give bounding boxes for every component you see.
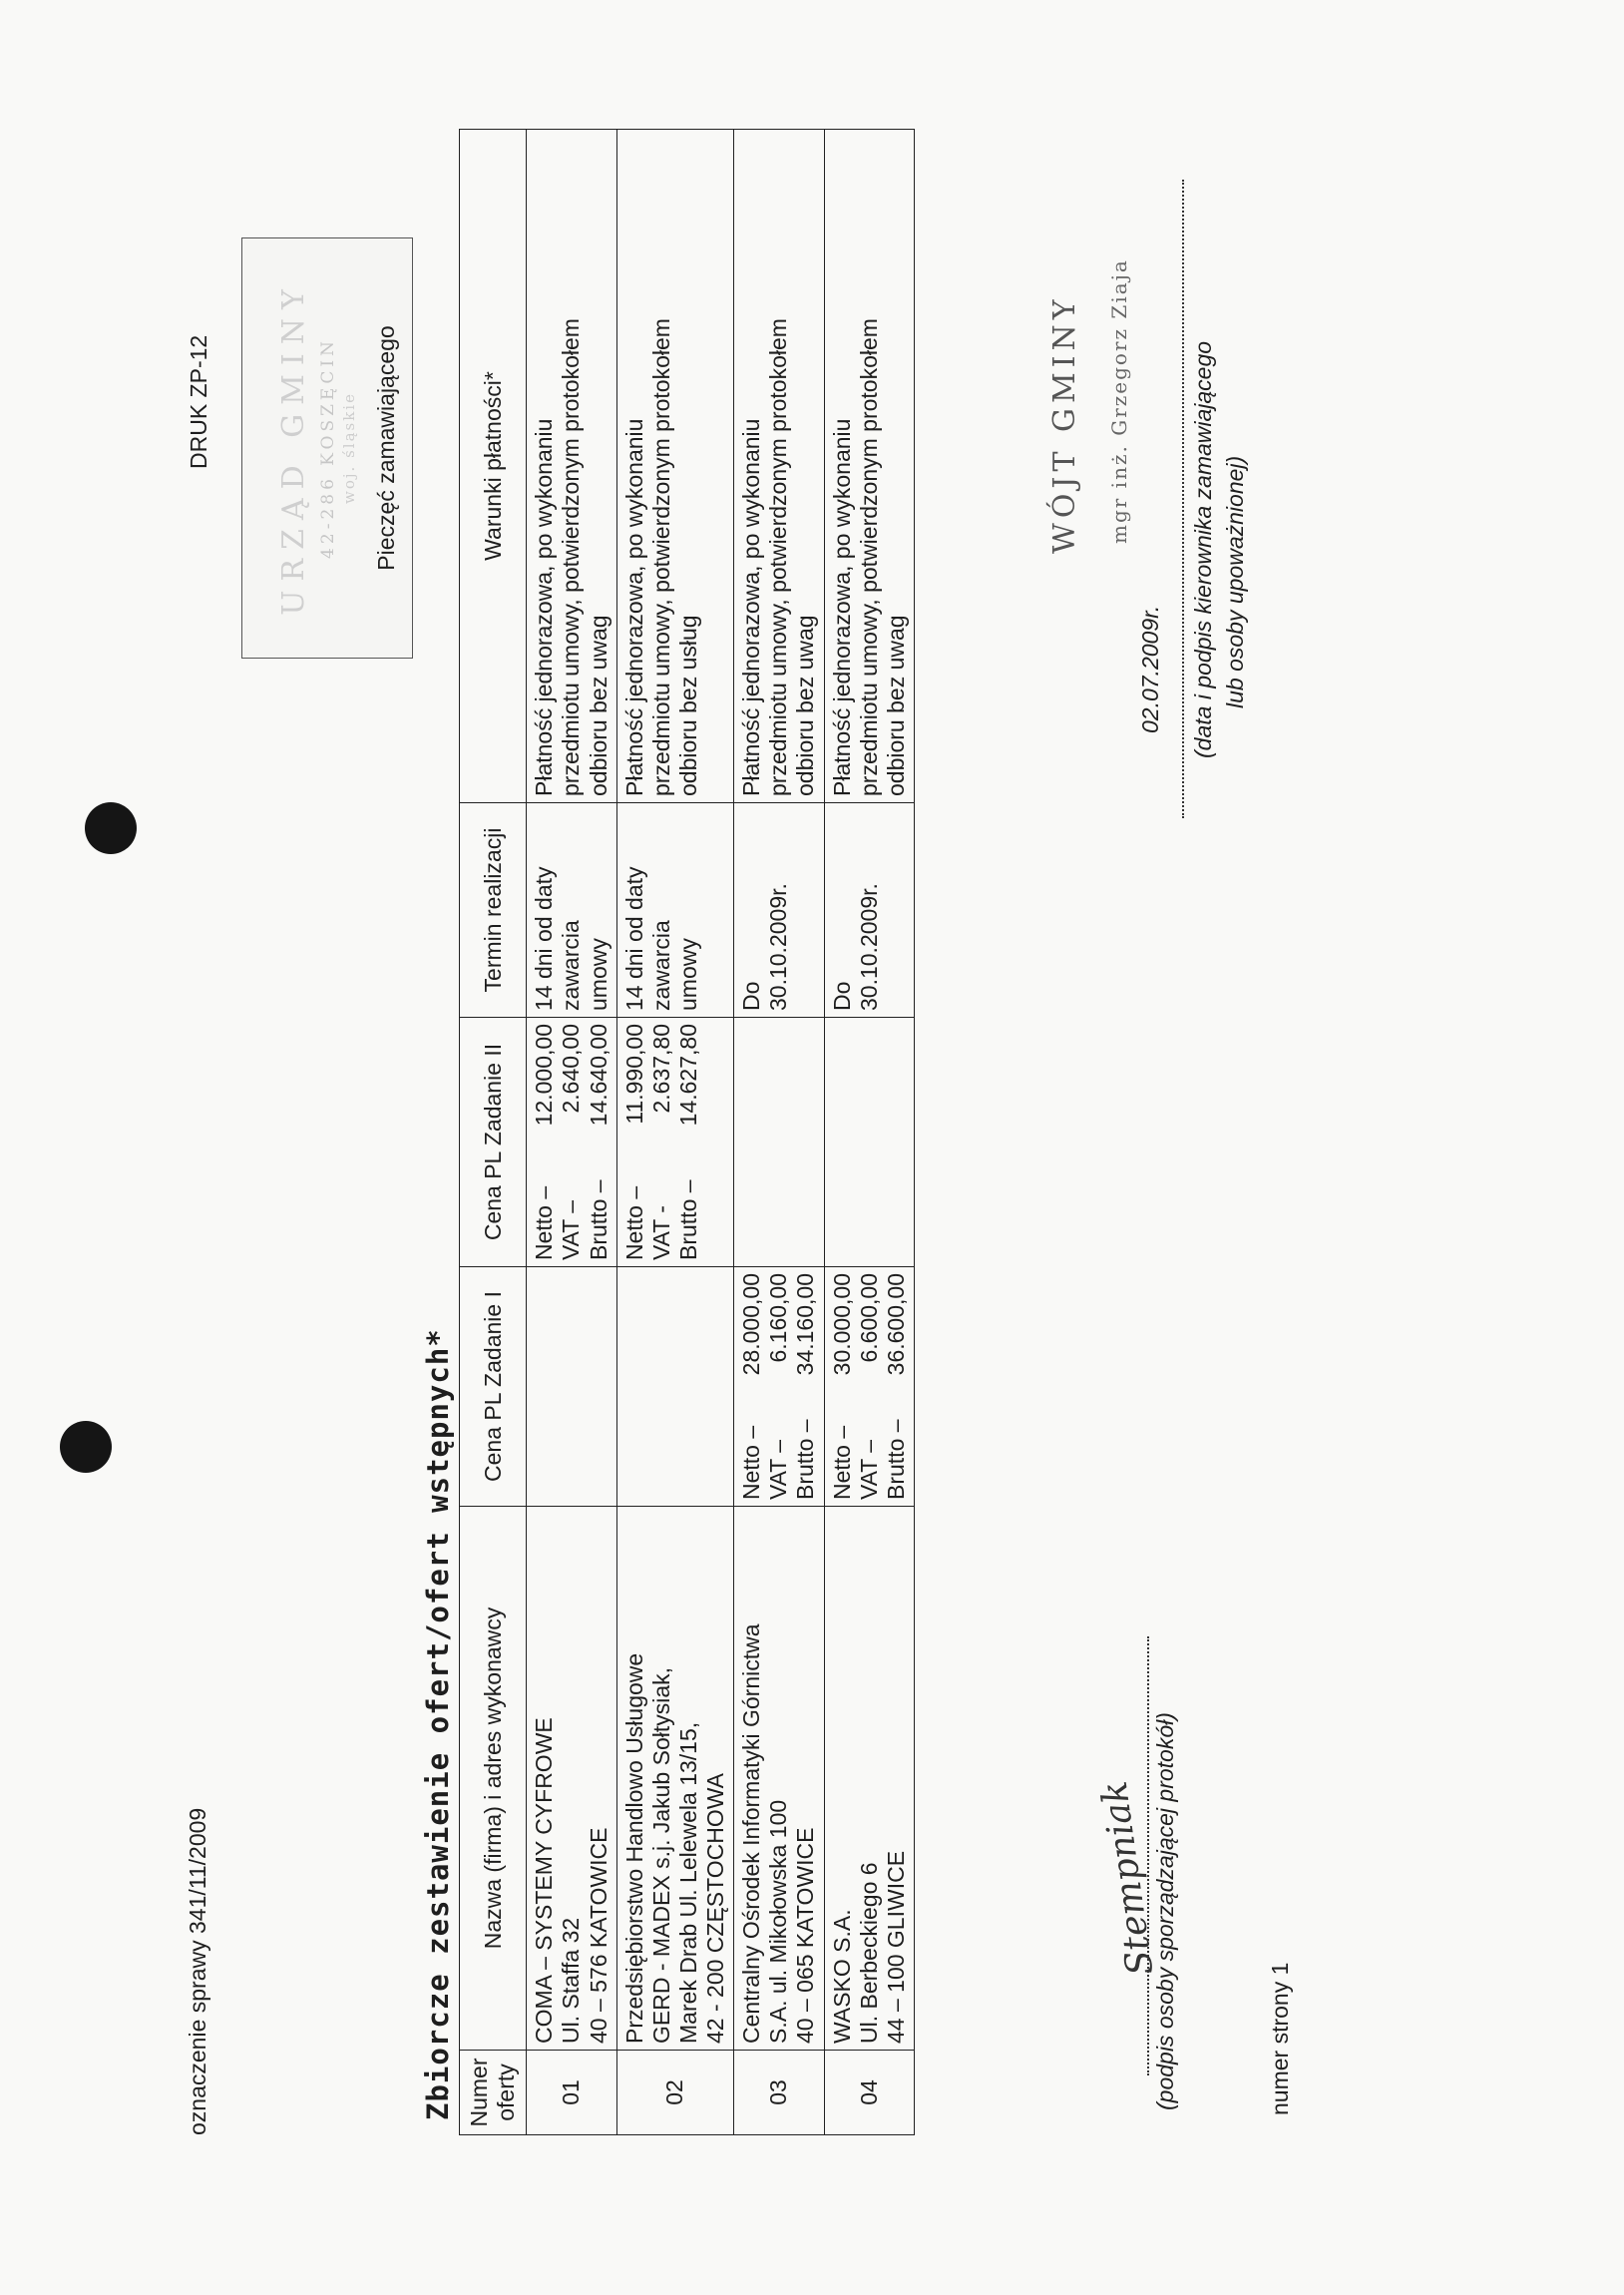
cell-payment <box>527 130 616 803</box>
price-value: 14.627,80 <box>674 1024 701 1127</box>
cell-price-task-2 <box>824 1018 914 1267</box>
price-label: Netto – <box>828 1425 855 1500</box>
cell-term <box>527 803 616 1018</box>
preparer-signature: Stempniak <box>1093 1778 1162 1978</box>
table-row <box>616 130 734 2135</box>
term-line: Do <box>828 981 855 1011</box>
cell-price-task-2 <box>734 1018 824 1267</box>
head-stamp-2: mgr inż. Grzegorz Ziaja <box>1107 258 1131 544</box>
term-line: 14 dni od daty <box>620 866 647 1011</box>
contractor-line: 44 – 100 GLIWICE <box>882 1850 909 2044</box>
case-number: oznaczenie sprawy 341/11/2009 <box>185 1807 210 2135</box>
approval-date: 02.07.2009r. <box>1137 605 1163 733</box>
contractor-line: 42 - 200 CZĘSTOCHOWA <box>702 1773 728 2044</box>
cell-offer-number: 04 <box>824 2051 914 2135</box>
payment-line: Płatność jednorazowa, po wykonaniu <box>828 418 855 796</box>
price-line <box>586 1024 612 1260</box>
price-value: 14.640,00 <box>585 1024 611 1127</box>
header-term: Termin realizacji <box>460 803 527 1018</box>
contractor-line: Ul. Berbeckiego 6 <box>855 1862 882 2044</box>
payment-line: przedmiotu umowy, potwierdzonym protokołem <box>765 318 792 796</box>
price-value: 6.160,00 <box>765 1273 792 1363</box>
price-value: 2.637,80 <box>647 1024 674 1114</box>
price-line <box>792 1273 819 1500</box>
price-label: VAT – <box>765 1439 792 1500</box>
table-row <box>824 130 914 2135</box>
price-label: Brutto – <box>585 1179 611 1260</box>
payment-line: odbioru bez uwag <box>882 615 909 796</box>
form-code: DRUK ZP-12 <box>186 334 211 469</box>
cell-contractor <box>824 1507 914 2051</box>
term-line: 30.10.2009r. <box>765 883 792 1011</box>
contractor-line: WASKO S.A. <box>828 1909 855 2044</box>
offers-table <box>459 129 915 2135</box>
preparer-caption: (podpis osoby sporządzającej protokół) <box>1152 1712 1178 2110</box>
page-number: numer strony 1 <box>1267 1962 1293 2115</box>
price-value: 30.000,00 <box>828 1273 855 1376</box>
price-label: VAT – <box>855 1439 882 1500</box>
price-value: 11.990,00 <box>620 1024 647 1125</box>
cell-price-task-1 <box>734 1267 824 1507</box>
term-line: zawarcia <box>647 920 674 1011</box>
cell-payment <box>616 130 734 803</box>
price-value: 28.000,00 <box>738 1273 765 1376</box>
payment-line: odbioru bez uwag <box>585 615 611 796</box>
stamp-line-3: woj. śląskie <box>340 392 358 504</box>
cell-offer-number: 02 <box>616 2051 734 2135</box>
payment-line: przedmiotu umowy, potwierdzonym protokołem <box>855 318 882 796</box>
term-line: umowy <box>585 938 611 1011</box>
term-line: 30.10.2009r. <box>855 883 882 1011</box>
price-value: 12.000,00 <box>531 1024 558 1127</box>
offers-table-body <box>527 130 915 2135</box>
head-stamp-1: WÓJT GMINY <box>1047 294 1082 554</box>
issuer-stamp <box>241 237 413 659</box>
cell-payment <box>824 130 914 803</box>
contractor-line: Marek Drab Ul. Lelewela 13/15, <box>674 1721 701 2044</box>
price-label: VAT – <box>558 1199 585 1260</box>
header-name: Nazwa (firma) i adres wykonawcy <box>460 1507 527 2051</box>
price-line <box>883 1273 910 1500</box>
cell-price-task-1 <box>527 1267 616 1507</box>
cell-term <box>616 803 734 1018</box>
preparer-signature-line <box>1147 1636 1149 2075</box>
payment-line: odbioru bez uwag <box>792 615 819 796</box>
cell-contractor <box>734 1507 824 2051</box>
header-price-2: Cena PL Zadanie II <box>460 1018 527 1267</box>
contractor-line: 40 – 065 KATOWICE <box>792 1827 819 2044</box>
cell-price-task-1 <box>616 1267 734 1507</box>
price-value: 2.640,00 <box>558 1024 585 1114</box>
price-label: Brutto – <box>674 1179 701 1260</box>
price-line <box>738 1273 765 1500</box>
header-num: Numer oferty <box>460 2051 527 2135</box>
table-header-row <box>460 130 527 2135</box>
cell-offer-number: 03 <box>734 2051 824 2135</box>
price-line <box>531 1024 558 1260</box>
price-value: 6.600,00 <box>855 1273 882 1363</box>
payment-line: przedmiotu umowy, potwierdzonym protokołem <box>558 318 585 796</box>
contractor-line: Centralny Ośrodek Informatyki Górnictwa <box>738 1623 765 2044</box>
stamp-caption: Pieczęć zamawiającego <box>373 325 399 571</box>
header-payment: Warunki płatności* <box>460 130 527 803</box>
payment-line: przedmiotu umowy, potwierdzonym protokołem <box>647 318 674 796</box>
head-caption-2: lub osoby upoważnionej) <box>1222 455 1248 708</box>
contractor-line: S.A. ul. Mikołowska 100 <box>765 1799 792 2044</box>
head-caption-1: (data i podpis kierownika zamawiającego <box>1190 340 1216 758</box>
price-label: Brutto – <box>882 1419 909 1500</box>
contractor-line: GERD - MADEX s.j. Jakub Sołtysiak, <box>647 1666 674 2044</box>
cell-term <box>734 803 824 1018</box>
contractor-line: COMA – SYSTEMY CYFROWE <box>531 1717 558 2044</box>
term-line: Do <box>738 981 765 1011</box>
term-line: umowy <box>674 938 701 1011</box>
price-line <box>829 1273 856 1500</box>
cell-payment <box>734 130 824 803</box>
stamp-line-2: 42-286 KOSZĘCIN <box>318 337 338 559</box>
cell-price-task-2 <box>527 1018 616 1267</box>
term-line: zawarcia <box>558 920 585 1011</box>
term-line: 14 dni od daty <box>531 866 558 1011</box>
payment-line: Płatność jednorazowa, po wykonaniu <box>738 418 765 796</box>
price-label: Netto – <box>620 1185 647 1260</box>
cell-term <box>824 803 914 1018</box>
payment-line: odbioru bez usług <box>674 615 701 796</box>
price-line <box>856 1273 883 1500</box>
price-line <box>765 1273 792 1500</box>
price-label: Brutto – <box>792 1419 819 1500</box>
head-signature-line <box>1182 180 1184 818</box>
payment-line: Płatność jednorazowa, po wykonaniu <box>620 418 647 796</box>
contractor-line: Ul. Staffa 32 <box>558 1917 585 2044</box>
contractor-line: 40 – 576 KATOWICE <box>585 1827 611 2044</box>
contractor-line: Przedsiębiorstwo Handlowo Usługowe <box>620 1652 647 2044</box>
payment-line: Płatność jednorazowa, po wykonaniu <box>531 418 558 796</box>
price-line <box>558 1024 585 1260</box>
cell-price-task-1 <box>824 1267 914 1507</box>
price-line <box>675 1024 702 1260</box>
table-row <box>734 130 824 2135</box>
table-row <box>527 130 616 2135</box>
stamp-line-1: URZĄD GMINY <box>276 280 311 616</box>
price-value: 34.160,00 <box>792 1273 819 1376</box>
header-price-1: Cena PL Zadanie I <box>460 1267 527 1507</box>
cell-price-task-2 <box>616 1018 734 1267</box>
document-title: Zbiorcze zestawienie ofert/ofert wstępnych* <box>421 1328 455 2120</box>
price-label: Netto – <box>531 1185 558 1260</box>
price-line <box>648 1024 675 1260</box>
cell-contractor <box>616 1507 734 2051</box>
cell-contractor <box>527 1507 616 2051</box>
price-value: 36.600,00 <box>882 1273 909 1376</box>
cell-offer-number: 01 <box>527 2051 616 2135</box>
price-label: VAT - <box>647 1205 674 1260</box>
price-line <box>621 1024 648 1260</box>
price-label: Netto – <box>738 1425 765 1500</box>
